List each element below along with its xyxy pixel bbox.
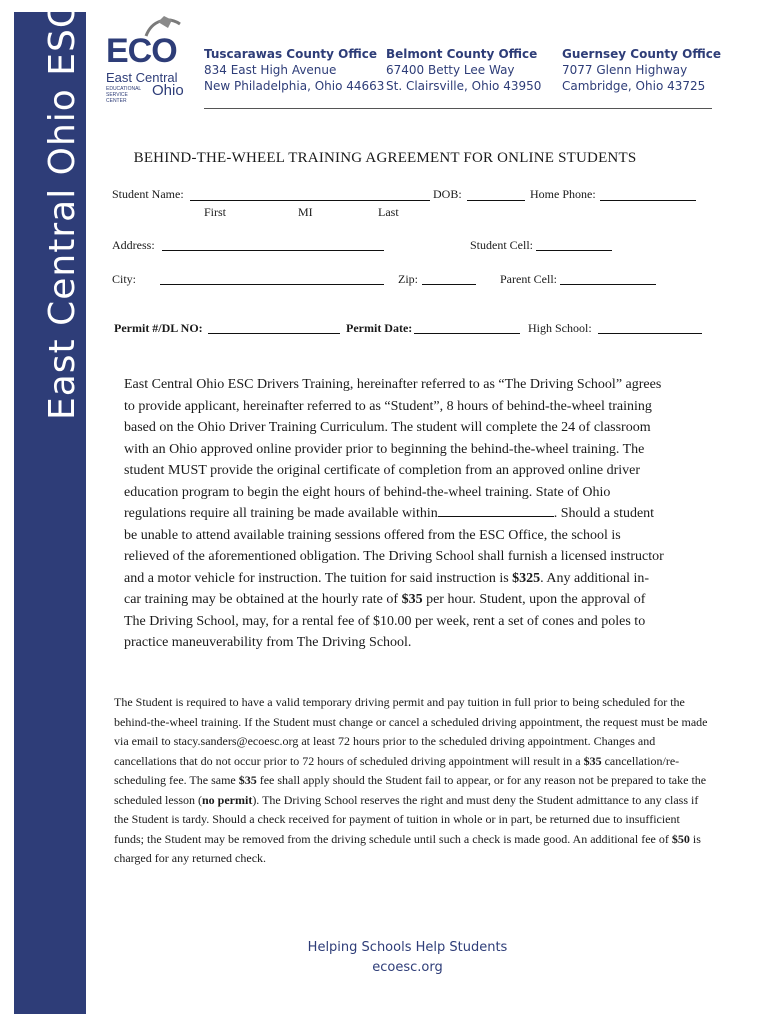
- cancellation-fee: $35: [583, 753, 602, 768]
- student-name-field[interactable]: [190, 200, 430, 201]
- document-title: BEHIND-THE-WHEEL TRAINING AGREEMENT FOR ONLINE STUDENTS: [133, 150, 637, 166]
- mi-label: MI: [298, 205, 313, 219]
- student-name-label: Student Name:: [112, 187, 184, 201]
- office-name: Tuscarawas County Office: [204, 47, 377, 61]
- footer-website[interactable]: ecoesc.org: [372, 960, 443, 975]
- para2-text-d: ). The Driving School reserves the right and must deny the Student admittance to any class if the Student is tardy. Should a check received for payment of tuition in whole or in part, be returned due to insufficient funds; the Student may be removed from the driving schedule until such a check is made good. An additional fee of: [114, 792, 699, 846]
- para1-text-c: . Any additional in-car training may be obtained at the hourly rate of: [124, 570, 650, 607]
- returned-check-fee: $50: [671, 831, 690, 846]
- address-field[interactable]: [162, 250, 384, 251]
- para1-text-a: East Central Ohio ESC Drivers Training, hereinafter referred to as “The Driving School” agrees to provide applicant, hereinafter referred to as “Student”, 8 hours of behind-the-wheel training based on the Ohio Driver Training Curriculum. The student will complete the 24 of classroom with an Ohio approved online provider prior to beginning the behind-the-wheel training. The student MUST provide the original certificate of completion from an approved online driver education program to begin the eight hours of behind-the-wheel training. State of Ohio regulations require all training be made available within: [124, 377, 662, 521]
- high-school-label: High School:: [528, 321, 592, 335]
- para1-text-d: per hour. Student, upon the approval of The Driving School, may, for a rental fee of $10.00 per week, rent a set of cones and poles to practice maneuverability from The Driving School.: [124, 592, 646, 650]
- zip-field[interactable]: [422, 284, 476, 285]
- footer-tagline: Helping Schools Help Students: [307, 940, 508, 955]
- logo-line1: East Central: [106, 70, 178, 85]
- permit-date-label: Permit Date:: [346, 321, 413, 335]
- last-label: Last: [378, 205, 399, 219]
- office-name: Guernsey County Office: [562, 47, 721, 61]
- tuition-amount: $325: [512, 570, 541, 586]
- logo-letters: ECO: [106, 32, 177, 70]
- permit-no-label: Permit #/DL NO:: [114, 321, 203, 335]
- office-name: Belmont County Office: [386, 47, 538, 61]
- hourly-rate: $35: [401, 592, 423, 607]
- para2-text-a: The Student is required to have a valid temporary driving permit and pay tuition in full prior to being scheduled for the behind-the-wheel training. If the Student must change or cancel a scheduled driving appointment, the request must be made via email to stacy.sanders@ecoesc.org at least 72 hours prior to the scheduled driving appointment. Changes and cancellations that do not occur prior to 72 hours of scheduled driving appointment will result in a: [114, 695, 708, 768]
- office-guernsey: [562, 46, 721, 94]
- agreement-paragraph: [124, 374, 664, 654]
- sidebar-title: East Central Ohio ESC: [42, 1, 83, 420]
- logo-line3: Ohio: [152, 82, 184, 99]
- student-cell-field[interactable]: [536, 250, 612, 251]
- eco-logo: [104, 14, 196, 104]
- parent-cell-field[interactable]: [560, 284, 656, 285]
- logo-line2: EDUCATIONAL SERVICE CENTER: [106, 86, 142, 104]
- first-label: First: [204, 205, 227, 219]
- office-tuscarawas: [204, 46, 384, 94]
- dob-label: DOB:: [433, 187, 462, 201]
- address-label: Address:: [112, 238, 155, 252]
- office-street: 7077 Glenn Highway: [562, 63, 688, 77]
- office-city: St. Clairsville, Ohio 43950: [386, 79, 542, 93]
- no-permit-text: no permit: [201, 792, 253, 807]
- no-show-fee: $35: [238, 773, 257, 787]
- training-period-field[interactable]: [438, 504, 554, 517]
- city-field[interactable]: [160, 284, 384, 285]
- para2-text-e: is charged for any returned check.: [114, 831, 701, 865]
- policy-paragraph: [114, 693, 708, 869]
- office-city: New Philadelphia, Ohio 44663: [204, 79, 385, 93]
- permit-date-field[interactable]: [414, 333, 520, 334]
- city-label: City:: [112, 272, 137, 286]
- home-phone-field[interactable]: [600, 200, 696, 201]
- permit-no-field[interactable]: [208, 333, 340, 334]
- office-city: Cambridge, Ohio 43725: [562, 79, 706, 93]
- high-school-field[interactable]: [598, 333, 702, 334]
- header-divider: [204, 108, 712, 109]
- para2-text-b: cancellation/re- scheduling fee. The same: [114, 753, 680, 787]
- dob-field[interactable]: [467, 200, 525, 201]
- para1-text-b: . Should a student be unable to attend available training sessions offered from the ESC Office, the school is relieved of the aforementioned obligation. The Driving School shall furnish a licensed instructor and a motor vehicle for instruction. The tuition for said instruction is: [124, 506, 664, 586]
- office-street: 67400 Betty Lee Way: [386, 63, 515, 77]
- office-street: 834 East High Avenue: [204, 63, 337, 77]
- para2-text-c: fee shall apply should the Student fail to appear, or for any reason not be prepared to take the scheduled lesson (: [114, 773, 707, 807]
- zip-label: Zip:: [398, 272, 418, 286]
- parent-cell-label: Parent Cell:: [500, 272, 557, 286]
- office-belmont: [386, 46, 541, 94]
- student-cell-label: Student Cell:: [470, 238, 533, 252]
- home-phone-label: Home Phone:: [530, 187, 596, 201]
